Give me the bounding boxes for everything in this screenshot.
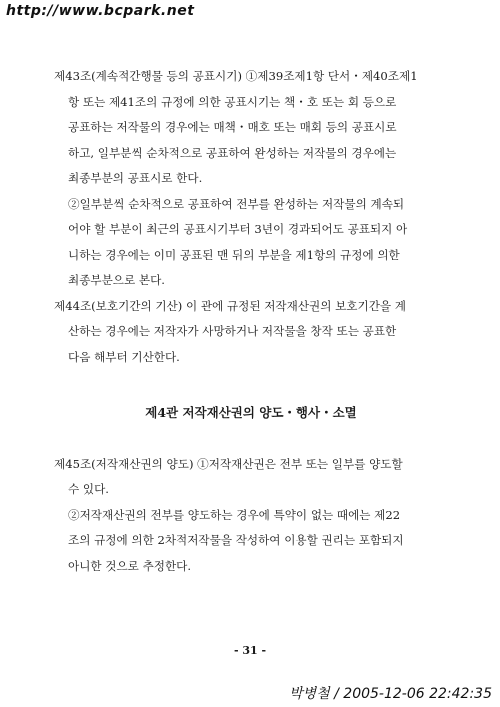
text-line: 최종부분의 공표시로 한다. bbox=[68, 171, 203, 185]
text-line: 다음 해부터 기산한다. bbox=[68, 349, 180, 364]
document-body bbox=[54, 64, 448, 579]
text-line: 니하는 경우에는 이미 공표된 맨 뒤의 부분을 제1항의 규정에 의한 bbox=[68, 247, 400, 262]
text-line: 최종부분으로 본다. bbox=[68, 273, 165, 287]
text-line: ②일부분씩 순차적으로 공표하여 전부를 완성하는 저작물의 계속되 bbox=[68, 196, 405, 211]
text-line: 제43조(계속적간행물 등의 공표시기) ①제39조제1항 단서・제40조제1 bbox=[54, 69, 418, 83]
text-line: ②저작재산권의 전부를 양도하는 경우에 특약이 없는 때에는 제22 bbox=[68, 507, 401, 522]
text-line: 항 또는 제41조의 규정에 의한 공표시기는 책・호 또는 회 등으로 bbox=[68, 94, 397, 109]
article-43 bbox=[54, 64, 448, 294]
watermark-signature: 박병철 / 2005-12-06 22:42:35 bbox=[289, 686, 492, 702]
article-44 bbox=[54, 294, 448, 371]
article-45 bbox=[54, 452, 448, 580]
section-title: 제4관 저작재산권의 양도・행사・소멸 bbox=[145, 405, 357, 420]
text-line: 제45조(저작재산권의 양도) ①저작재산권은 전부 또는 일부를 양도할 bbox=[54, 456, 403, 471]
text-line: 제44조(보호기간의 기산) 이 관에 규정된 저작재산권의 보호기간을 계 bbox=[54, 298, 406, 313]
text-line: 산하는 경우에는 저작자가 사망하거나 저작물을 창작 또는 공표한 bbox=[68, 324, 397, 338]
text-line: 수 있다. bbox=[68, 482, 109, 496]
text-line: 어야 할 부분이 최근의 공표시기부터 3년이 경과되어도 공표되지 아 bbox=[68, 222, 408, 236]
text-line: 하고, 일부분씩 순차적으로 공표하여 완성하는 저작물의 경우에는 bbox=[68, 145, 397, 160]
text-line: 공표하는 저작물의 경우에는 매책・매호 또는 매회 등의 공표시로 bbox=[68, 120, 397, 134]
text-line: 아니한 것으로 추정한다. bbox=[68, 558, 192, 573]
text-line: 조의 규정에 의한 2차적저작물을 작성하여 이용할 권리는 포함되지 bbox=[68, 533, 404, 547]
watermark-url: http://www.bcpark.net bbox=[6, 3, 195, 19]
page-number: - 31 - bbox=[233, 644, 267, 657]
